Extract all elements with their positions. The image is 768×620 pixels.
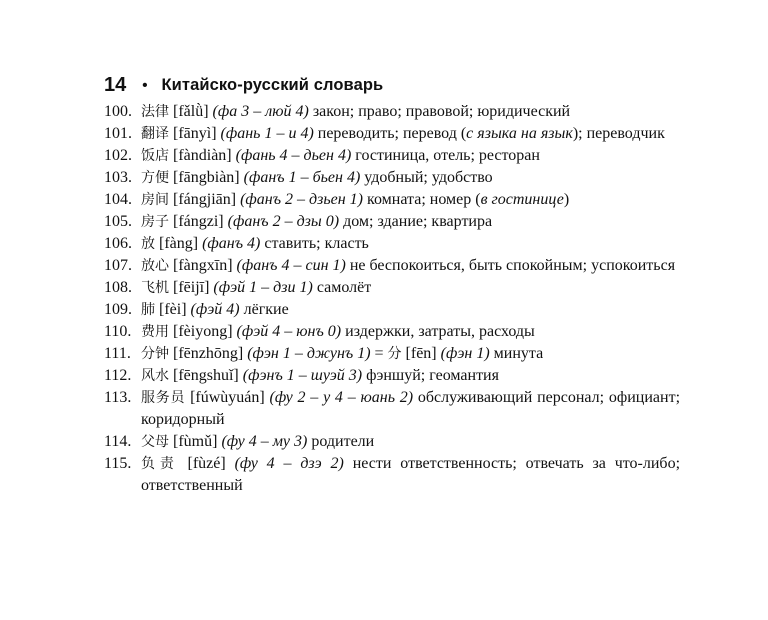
transcription: (фэн 1) (440, 345, 490, 362)
entry-text (141, 167, 680, 189)
dictionary-entry (104, 101, 680, 123)
entry-segment: обслуживающий персонал; официант; коридорный (141, 389, 681, 428)
entry-number: 101. (104, 125, 132, 142)
entry-number: 114. (104, 433, 132, 450)
entry-segment: [fàng] (155, 235, 203, 252)
entry-segment: ставить; класть (260, 235, 369, 252)
transcription: в гостинице (480, 191, 564, 208)
chinese-word: 房子 (141, 214, 169, 230)
entry-segment: [fēnzhōng] (169, 345, 248, 362)
transcription: (фу 4 – дзэ 2) (234, 455, 344, 472)
entry-text (141, 123, 680, 145)
entry-number: 105. (104, 213, 132, 230)
entry-segment: [fāngbiàn] (169, 169, 244, 186)
transcription: (фань 1 – и 4) (220, 125, 314, 142)
dictionary-entry (104, 387, 680, 431)
transcription: (фанъ 1 – бьен 4) (243, 169, 361, 186)
transcription: (фэнъ 1 – шуэй 3) (242, 367, 363, 384)
transcription: с языка на язык (466, 125, 573, 142)
chinese-word: 父母 (141, 434, 169, 450)
entry-text (141, 365, 680, 387)
chinese-word: 分 (387, 346, 402, 362)
entry-segment: лёгкие (239, 301, 289, 318)
entry-segment: закон; право; правовой; юридический (308, 103, 571, 120)
dictionary-entry (104, 123, 680, 145)
transcription: (фэн 1 – джунъ 1) (247, 345, 371, 362)
entry-segment: [fēijī] (169, 279, 214, 296)
dictionary-entry (104, 453, 680, 497)
entry-text (141, 277, 680, 299)
entry-number: 106. (104, 235, 132, 252)
entry-number: 107. (104, 257, 132, 274)
dictionary-entry (104, 365, 680, 387)
entry-segment: [fǎlǜ] (169, 103, 213, 120)
running-title: Китайско-русский словарь (161, 75, 384, 94)
entry-segment: = (370, 345, 388, 362)
dictionary-entry (104, 211, 680, 233)
entry-segment: родители (307, 433, 375, 450)
dictionary-entry (104, 299, 680, 321)
chinese-word: 肺 (141, 302, 155, 318)
entry-segment: нести ответственность; отвечать за что-либо; ответственный (141, 455, 681, 494)
entry-segment: [fángzi] (169, 213, 228, 230)
chinese-word: 负责 (141, 456, 179, 472)
entry-segment: [fúwùyuán] (185, 389, 270, 406)
entry-segment: комната; номер ( (363, 191, 481, 208)
bullet-separator: • (142, 76, 148, 94)
dictionary-entry (104, 233, 680, 255)
entry-number: 111. (104, 345, 131, 362)
entry-segment: фэншуй; геомантия (362, 367, 499, 384)
chinese-word: 放心 (141, 258, 169, 274)
chinese-word: 法律 (141, 104, 169, 120)
entry-number: 102. (104, 147, 132, 164)
transcription: (фу 4 – му 3) (221, 433, 308, 450)
dictionary-entry (104, 343, 680, 365)
transcription: (фэй 4 – юнъ 0) (236, 323, 342, 340)
entry-segment: [fānyì] (169, 125, 221, 142)
transcription: (фэй 1 – дзи 1) (213, 279, 313, 296)
entry-segment: минута (489, 345, 544, 362)
dictionary-entries (104, 101, 680, 497)
chinese-word: 方便 (141, 170, 169, 186)
entry-text (141, 101, 680, 123)
entry-text (141, 431, 680, 453)
page-header (104, 72, 383, 98)
entry-segment: [fùmǔ] (169, 433, 222, 450)
entry-number: 113. (104, 389, 132, 406)
entry-text (141, 453, 680, 497)
entry-segment: переводить; перевод ( (313, 125, 467, 142)
entry-segment: [fēn] (401, 345, 441, 362)
entry-number: 109. (104, 301, 132, 318)
entry-number: 100. (104, 103, 132, 120)
entry-segment: ) (563, 191, 570, 208)
entry-segment: [fèiyong] (169, 323, 237, 340)
entry-text (141, 387, 680, 431)
transcription: (фэй 4) (190, 301, 240, 318)
entry-segment: не беспокоиться, быть спокойным; успокоиться (345, 257, 676, 274)
entry-text (141, 321, 680, 343)
entry-text (141, 343, 680, 365)
dictionary-entry (104, 167, 680, 189)
dictionary-entry (104, 255, 680, 277)
entry-segment: издержки, затраты, расходы (341, 323, 535, 340)
entry-text (141, 145, 680, 167)
transcription: (фа 3 – люй 4) (212, 103, 309, 120)
dictionary-entry (104, 189, 680, 211)
entry-segment: ); переводчик (572, 125, 665, 142)
chinese-word: 服务员 (141, 390, 186, 406)
dictionary-entry (104, 321, 680, 343)
chinese-word: 房间 (141, 192, 169, 208)
dictionary-entry (104, 145, 680, 167)
entry-segment: [fēngshuǐ] (169, 367, 243, 384)
entry-text (141, 189, 680, 211)
entry-text (141, 211, 680, 233)
entry-number: 110. (104, 323, 132, 340)
entry-segment: дом; здание; квартира (339, 213, 493, 230)
entry-text (141, 299, 680, 321)
entry-segment: самолёт (312, 279, 372, 296)
transcription: (фанъ 4 – син 1) (236, 257, 346, 274)
entry-number: 108. (104, 279, 132, 296)
transcription: (фань 4 – дьен 4) (235, 147, 352, 164)
entry-segment: [fàndiàn] (169, 147, 236, 164)
entry-text (141, 255, 680, 277)
transcription: (фанъ 4) (202, 235, 261, 252)
entry-text (141, 233, 680, 255)
entry-segment: [fèi] (155, 301, 191, 318)
chinese-word: 费用 (141, 324, 169, 340)
entry-number: 115. (104, 455, 132, 472)
entry-number: 112. (104, 367, 132, 384)
chinese-word: 放 (141, 236, 155, 252)
dictionary-entry (104, 431, 680, 453)
entry-segment: [fángjiān] (169, 191, 241, 208)
entry-segment: [fùzé] (178, 455, 235, 472)
chinese-word: 飞机 (141, 280, 169, 296)
entry-segment: гостиница, отель; ресторан (351, 147, 540, 164)
transcription: (фанъ 2 – дзьен 1) (240, 191, 363, 208)
page-number: 14 (104, 73, 127, 96)
chinese-word: 分钟 (141, 346, 169, 362)
transcription: (фанъ 2 – дзы 0) (227, 213, 340, 230)
chinese-word: 风水 (141, 368, 169, 384)
entry-number: 104. (104, 191, 132, 208)
transcription: (фу 2 – у 4 – юань 2) (269, 389, 414, 406)
chinese-word: 翻译 (141, 126, 169, 142)
chinese-word: 饭店 (141, 148, 169, 164)
entry-segment: [fàngxīn] (169, 257, 237, 274)
entry-segment: удобный; удобство (360, 169, 493, 186)
dictionary-entry (104, 277, 680, 299)
entry-number: 103. (104, 169, 132, 186)
